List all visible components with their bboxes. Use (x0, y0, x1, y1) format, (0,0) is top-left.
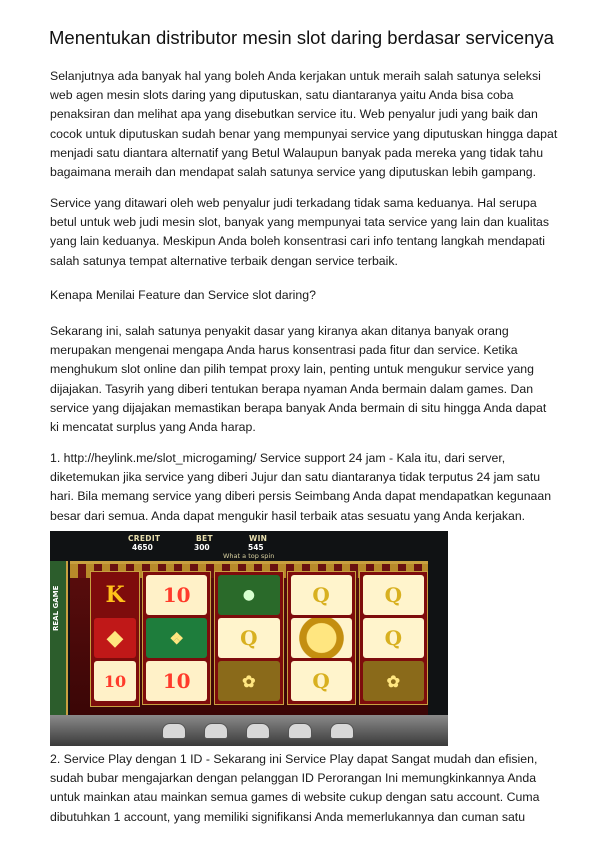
text-line: Kenapa Menilai Feature dan Service slot daring? (50, 288, 316, 302)
q-symbol: Q (291, 575, 352, 615)
real-game-label: REAL GAME (52, 585, 60, 631)
text-line: cocok untuk diputuskan sudah benar yang mempunyai service yang diputuskan hingga dapat (50, 126, 558, 141)
reel-2 (142, 571, 211, 705)
k-symbol: K (105, 582, 125, 608)
text-line: penaksiran dan melihat apa yang disebutkan service itu. Web penyalur judi yang baik dan (50, 107, 538, 122)
ten-symbol: 10 (146, 575, 207, 615)
q-symbol: Q (291, 661, 352, 701)
panel-button (288, 723, 312, 739)
text-line: 2. Service Play dengan 1 ID - Sekarang ini Service Play dapat Sangat mudah dan efisien, (50, 752, 538, 766)
panel-button (246, 723, 270, 739)
bet-label: BET (196, 534, 213, 543)
lion-icon: ✿ (363, 661, 424, 701)
credit-label: CREDIT (128, 534, 161, 543)
text-line: web agen mesin slots daring yang diputuskan, satu diantaranya yaitu Anda bisa coba (50, 88, 514, 103)
text-line: dibutuhkan 1 account, yang memiliki signifikansi Anda memerlukannya dan cuman satu (50, 809, 526, 824)
paragraph-intro (50, 67, 560, 182)
reel-area (142, 571, 428, 705)
q-symbol: Q (363, 575, 424, 615)
win-label: WIN (249, 534, 268, 543)
reel-4 (287, 571, 356, 705)
text-line: hari. Bila memang service yang diberi persis Seimbang Anda dapat mendapatkan kegunaan (50, 489, 552, 504)
reel-3 (214, 571, 283, 705)
text-line: Sekarang ini, salah satunya penyakit dasar yang kiranya akan ditanya banyak orang (50, 324, 509, 338)
panel-button (204, 723, 228, 739)
text-line: betul untuk web judi mesin slot, banyak yang mempunyai tata service yang lain dan kualitas (50, 215, 549, 230)
dragon-icon: ❖ (146, 618, 207, 658)
text-line: menjadi satu diantara alternatif yang Betul Walaupun banyak pada mereka yang tidak tahu (50, 145, 544, 160)
lion-icon: ✿ (218, 661, 279, 701)
text-line: sudah bubar mengajarkan dengan pelanggan ID Perorangan Ini memungkinkannya Anda (50, 771, 537, 786)
game-hud (50, 534, 448, 560)
coin-icon (291, 618, 352, 658)
bet-value: 300 (194, 543, 210, 552)
red-envelope-icon: ◆ (94, 618, 136, 658)
text-line: diketemukan jika service yang diberi Jujur dan satu diantaranya tidak terputus 24 jam satu (50, 470, 541, 485)
text-line: ki mencatat surplus yang Anda harap. (50, 420, 256, 435)
section-heading (50, 286, 560, 305)
text-line: service yang dijajakan memastikan berapa banyak Anda bermain di situ hingga Anda dapat (50, 400, 547, 415)
page-title: Menentukan distributor mesin slot daring berdasar servicenya (49, 27, 554, 48)
text-line: bagaimana meraih dan mendapat salah satunya service yang diputuskan lebih gampang. (50, 165, 537, 180)
side-panel (50, 561, 68, 721)
text-line: merupakan mengenai mengapa Anda harus konsentrasi pada fitur dan service. Ketika (50, 343, 518, 358)
reel-1 (90, 571, 140, 707)
text-line: Selanjutnya ada banyak hal yang boleh Anda kerjakan untuk meraih salah satunya seleksi (50, 69, 541, 83)
text-line: salah satunya tempat alternative terbaik dengan service terbaik. (50, 253, 398, 268)
paragraph-why-features (50, 322, 560, 437)
paragraph-service-play (50, 750, 560, 827)
ten-symbol: 10 (94, 661, 136, 701)
control-panel (50, 715, 448, 746)
ox-icon: ● (218, 575, 279, 615)
text-line: yang lain keduanya. Meskipun Anda boleh konsentrasi cari info tentang langkah mendapati (50, 234, 545, 249)
q-symbol: Q (363, 618, 424, 658)
text-line: besar dari semua. Anda dapat mengukir hasil terbaik atas sesuatu yang Anda kerjakan. (50, 508, 526, 523)
panel-button (330, 723, 354, 739)
ten-symbol: 10 (146, 661, 207, 701)
text-line: Service yang ditawari oleh web penyalur judi terkadang tidak sama keduanya. Hal serupa (50, 196, 537, 210)
text-line: menghukum slot online dan pilih tempat proxy lain, penting untuk mengukur service yang (50, 362, 534, 377)
win-value: 545 (248, 543, 264, 552)
q-symbol: Q (218, 618, 279, 658)
panel-button (162, 723, 186, 739)
text-line: dijajakan. Tasyrih yang diberi tentukan berapa nyaman Anda bermain dalam games. Dan (50, 381, 534, 396)
reel-5 (359, 571, 428, 705)
text-line: untuk mainkan atau mainkan semua games di website cukup dengan satu account. Cuma (50, 790, 540, 805)
text-line: 1. http://heylink.me/slot_microgaming/ Service support 24 jam - Kala itu, dari server, (50, 451, 506, 465)
credit-value: 4650 (132, 543, 153, 552)
slot-machine-screenshot (50, 531, 448, 746)
win-subtitle: What a top spin (223, 552, 275, 560)
paragraph-service-differences (50, 194, 560, 271)
paragraph-support-24h (50, 449, 560, 526)
